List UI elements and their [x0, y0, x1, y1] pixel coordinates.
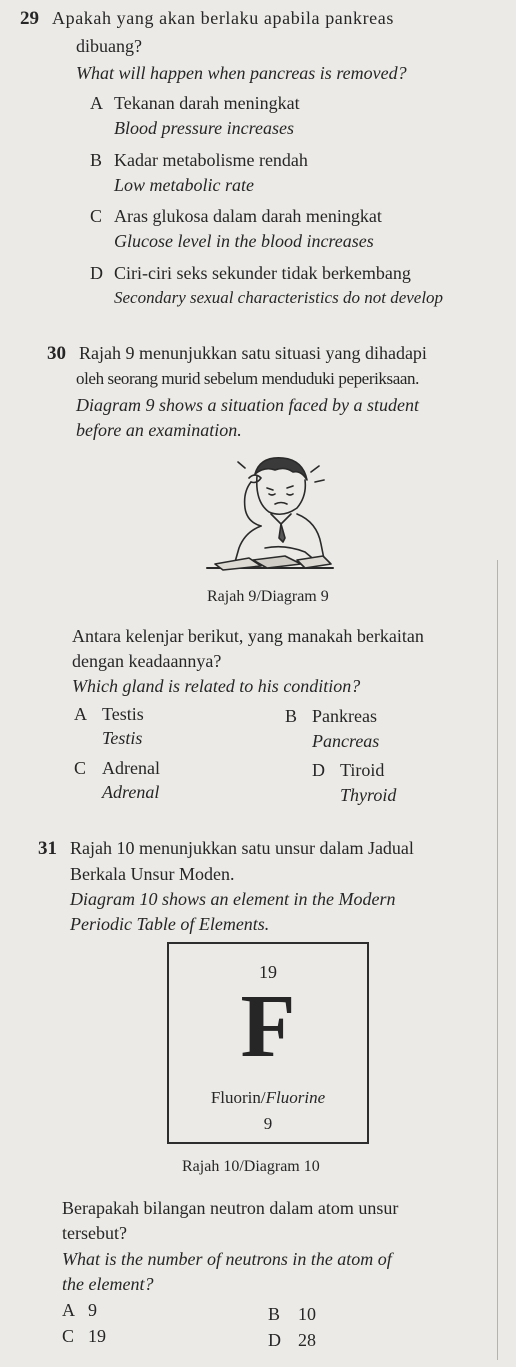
stem-english: What will happen when pancreas is removed?: [76, 63, 407, 83]
element-proton-number: 9: [263, 1114, 273, 1133]
option-letter-c[interactable]: C: [90, 206, 103, 226]
option-a-value: 9: [88, 1300, 97, 1320]
question-malay: Antara kelenjar berikut, yang manakah berkaitan: [72, 626, 424, 646]
question-malay-cont: dengan keadaannya?: [72, 651, 222, 671]
option-b-value: 10: [298, 1304, 316, 1324]
option-letter-b[interactable]: B: [268, 1304, 281, 1324]
intro-malay-cont: oleh seorang murid sebelum menduduki peperiksaan.: [76, 369, 419, 388]
option-d-english: Thyroid: [340, 785, 397, 805]
option-a-english: Blood pressure increases: [114, 118, 294, 138]
element-mass-number: 19: [259, 962, 277, 982]
page-margin-line: [497, 560, 498, 1360]
stressed-student-illustration: [205, 452, 335, 582]
element-name-malay: Fluorin/: [210, 1088, 266, 1107]
intro-english: Diagram 9 shows a situation faced by a student: [76, 395, 419, 415]
option-a-malay: Tekanan darah meningkat: [114, 93, 300, 113]
intro-malay-cont: Berkala Unsur Moden.: [70, 864, 235, 884]
option-a-malay: Testis: [102, 704, 144, 724]
option-letter-b[interactable]: B: [90, 150, 103, 170]
option-c-malay: Aras glukosa dalam darah meningkat: [114, 206, 382, 226]
question-number: 29: [20, 8, 39, 29]
intro-english-cont: Periodic Table of Elements.: [70, 914, 270, 934]
question-english-cont: the element?: [62, 1274, 154, 1294]
option-d-malay: Ciri-ciri seks sekunder tidak berkembang: [114, 263, 411, 283]
option-d-value: 28: [298, 1330, 316, 1350]
option-d-malay: Tiroid: [340, 760, 385, 780]
option-d-english: Secondary sexual characteristics do not develop: [114, 288, 444, 307]
diagram-9-caption: Rajah 9/Diagram 9: [207, 588, 329, 605]
option-letter-a[interactable]: A: [90, 93, 103, 113]
option-letter-d[interactable]: D: [268, 1330, 281, 1350]
option-c-english: Glucose level in the blood increases: [114, 231, 374, 251]
element-name-english: Fluorine: [265, 1088, 326, 1107]
option-letter-d[interactable]: D: [90, 263, 103, 283]
question-number: 31: [38, 838, 57, 859]
option-letter-a[interactable]: A: [74, 704, 87, 724]
option-letter-a[interactable]: A: [62, 1300, 75, 1320]
question-malay: Berapakah bilangan neutron dalam atom unsur: [62, 1198, 399, 1218]
option-letter-c[interactable]: C: [74, 758, 87, 778]
intro-malay: Rajah 10 menunjukkan satu unsur dalam Jadual: [70, 838, 414, 858]
question-english: What is the number of neutrons in the atom of: [62, 1249, 392, 1269]
option-b-malay: Kadar metabolisme rendah: [114, 150, 308, 170]
option-c-malay: Adrenal: [102, 758, 160, 778]
stem-malay-cont: dibuang?: [76, 36, 142, 56]
option-b-english: Pancreas: [312, 731, 380, 751]
option-letter-b[interactable]: B: [285, 706, 298, 726]
option-b-malay: Pankreas: [312, 706, 377, 726]
question-malay-cont: tersebut?: [62, 1223, 127, 1243]
element-symbol: F: [240, 977, 296, 1076]
intro-english-cont: before an examination.: [76, 420, 242, 440]
intro-malay: Rajah 9 menunjukkan satu situasi yang dihadapi: [79, 343, 427, 363]
option-letter-d[interactable]: D: [312, 760, 325, 780]
question-english: Which gland is related to his condition?: [72, 676, 361, 696]
intro-english: Diagram 10 shows an element in the Modern: [70, 889, 396, 909]
option-c-value: 19: [88, 1326, 106, 1346]
element-tile: [167, 942, 369, 1144]
option-b-english: Low metabolic rate: [114, 175, 254, 195]
option-a-english: Testis: [102, 728, 143, 748]
option-letter-c[interactable]: C: [62, 1326, 75, 1346]
question-number: 30: [47, 343, 66, 364]
element-name: [169, 1088, 367, 1108]
stem-malay: Apakah yang akan berlaku apabila pankreas: [52, 8, 394, 28]
diagram-10-caption: Rajah 10/Diagram 10: [182, 1158, 320, 1175]
option-c-english: Adrenal: [102, 782, 160, 802]
